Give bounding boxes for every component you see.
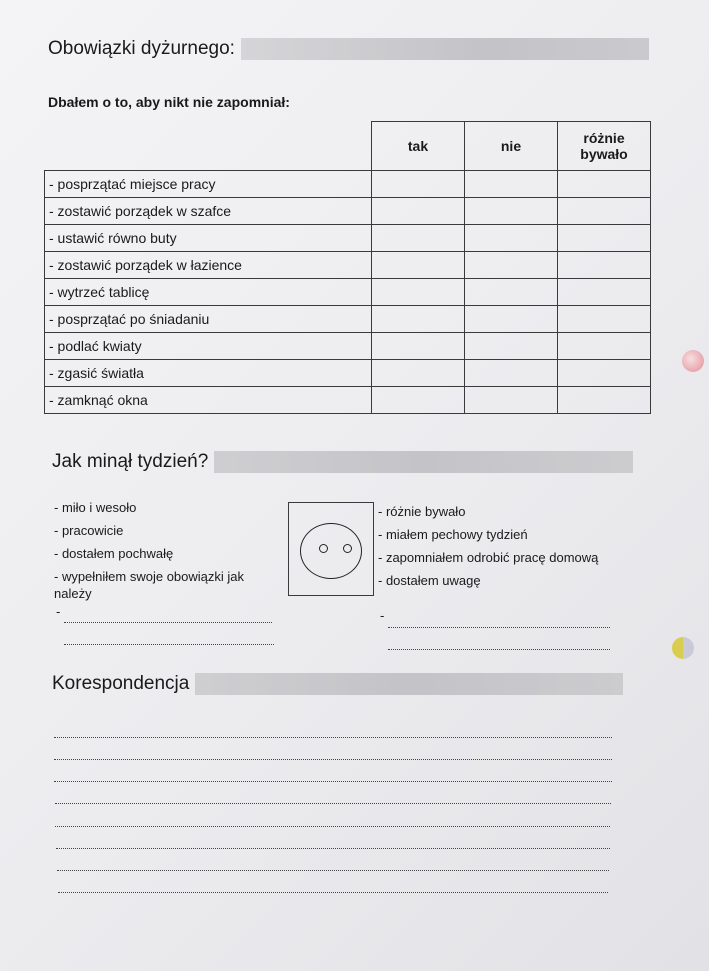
punch-hole-reinforcement (672, 637, 694, 659)
option-item[interactable]: - dostałem pochwałę (54, 546, 174, 561)
checkbox-cell[interactable] (372, 387, 465, 414)
face-icon (300, 523, 362, 579)
option-item[interactable]: - różnie bywało (378, 504, 466, 519)
fill-line[interactable] (64, 622, 272, 623)
duties-title: Obowiązki dyżurnego: (48, 38, 235, 59)
checkbox-cell[interactable] (372, 198, 465, 225)
correspondence-line[interactable] (54, 737, 612, 738)
eye-icon (319, 544, 328, 553)
table-row (45, 252, 651, 279)
option-item[interactable]: - pracowicie (54, 523, 124, 538)
correspondence-line[interactable] (56, 848, 610, 849)
correspondence-title: Korespondencja (52, 673, 190, 694)
column-header-nie: nie (465, 122, 558, 171)
checkbox-cell[interactable] (558, 198, 651, 225)
week-title: Jak minął tydzień? (52, 451, 209, 472)
blank-dash: - (380, 608, 385, 623)
checkbox-cell[interactable] (465, 387, 558, 414)
checkbox-cell[interactable] (558, 306, 651, 333)
correspondence-line[interactable] (55, 826, 610, 827)
checkbox-cell[interactable] (372, 252, 465, 279)
checkbox-cell[interactable] (372, 333, 465, 360)
duties-section-header (44, 34, 649, 64)
fill-line[interactable] (64, 644, 274, 645)
checkbox-cell[interactable] (465, 306, 558, 333)
checkbox-cell[interactable] (558, 225, 651, 252)
checkbox-cell[interactable] (372, 225, 465, 252)
option-item[interactable]: - zapomniałem odrobić pracę domową (378, 550, 599, 565)
table-row (45, 360, 651, 387)
task-label: - podlać kwiaty (45, 333, 372, 360)
checkbox-cell[interactable] (558, 171, 651, 198)
table-row (45, 225, 651, 252)
checkbox-cell[interactable] (558, 333, 651, 360)
header-band (195, 673, 623, 695)
checkbox-cell[interactable] (558, 387, 651, 414)
checkbox-cell[interactable] (465, 171, 558, 198)
checkbox-cell[interactable] (465, 252, 558, 279)
task-label: - wytrzeć tablicę (45, 279, 372, 306)
option-item[interactable]: - miło i wesoło (54, 500, 137, 515)
correspondence-section-header (48, 669, 623, 699)
task-label: - zamknąć okna (45, 387, 372, 414)
task-label: - zostawić porządek w łazience (45, 252, 372, 279)
table-row (45, 198, 651, 225)
column-header-tak: tak (372, 122, 465, 171)
punch-hole-reinforcement (682, 350, 704, 372)
duties-table (44, 121, 651, 414)
header-band (241, 38, 649, 60)
correspondence-line[interactable] (54, 759, 612, 760)
correspondence-line[interactable] (57, 870, 609, 871)
fill-line[interactable] (388, 649, 610, 650)
option-item[interactable]: - miałem pechowy tydzień (378, 527, 528, 542)
checkbox-cell[interactable] (558, 279, 651, 306)
checkbox-cell[interactable] (372, 360, 465, 387)
checkbox-cell[interactable] (372, 306, 465, 333)
blank-dash: - (56, 604, 61, 619)
duties-subtitle: Dbałem o to, aby nikt nie zapomniał: (48, 94, 290, 110)
checkbox-cell[interactable] (465, 198, 558, 225)
header-band (214, 451, 633, 473)
table-row (45, 306, 651, 333)
table-row (45, 387, 651, 414)
column-header-roznie: różnie bywało (558, 122, 651, 171)
correspondence-line[interactable] (58, 892, 608, 893)
correspondence-line[interactable] (54, 781, 612, 782)
checkbox-cell[interactable] (465, 333, 558, 360)
mood-face-box (288, 502, 374, 596)
task-label: - zostawić porządek w szafce (45, 198, 372, 225)
table-header-row (45, 122, 651, 171)
week-right-options (378, 500, 628, 592)
checkbox-cell[interactable] (558, 252, 651, 279)
checkbox-cell[interactable] (558, 360, 651, 387)
task-label: - posprzątać miejsce pracy (45, 171, 372, 198)
header-blank-cell (45, 122, 372, 171)
eye-icon (343, 544, 352, 553)
checkbox-cell[interactable] (372, 279, 465, 306)
fill-line[interactable] (388, 627, 610, 628)
week-section-header (48, 447, 633, 477)
checkbox-cell[interactable] (372, 171, 465, 198)
task-label: - zgasić światła (45, 360, 372, 387)
task-label: - ustawić równo buty (45, 225, 372, 252)
checkbox-cell[interactable] (465, 279, 558, 306)
task-label: - posprzątać po śniadaniu (45, 306, 372, 333)
week-left-options (54, 496, 279, 602)
checkbox-cell[interactable] (465, 360, 558, 387)
checkbox-cell[interactable] (465, 225, 558, 252)
table-row (45, 171, 651, 198)
table-row (45, 333, 651, 360)
table-row (45, 279, 651, 306)
correspondence-line[interactable] (55, 803, 611, 804)
option-item[interactable]: - dostałem uwagę (378, 573, 481, 588)
option-item[interactable]: - wypełniłem swoje obowiązki jak należy (54, 569, 245, 601)
